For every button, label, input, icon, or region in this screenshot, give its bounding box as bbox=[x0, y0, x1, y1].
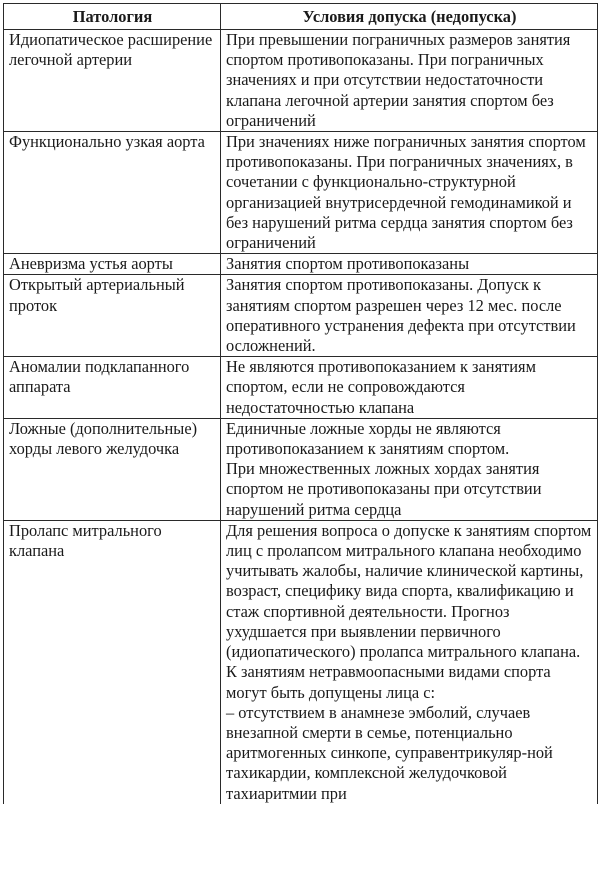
conditions-cell bbox=[221, 357, 598, 419]
table-header-row bbox=[4, 4, 598, 30]
conditions-text: – отсутствием в анамнезе эмболий, случаев внезапной смерти в семье, потенциально аритмогенных синкопе, суправентрикуляр-ной тахикардии, комплексной желудочковой тахиаритмии при bbox=[226, 702, 553, 803]
pathology-cell: Идиопатическое расширение легочной артерии bbox=[4, 30, 221, 132]
pathology-cell: Открытый артериальный проток bbox=[4, 275, 221, 357]
conditions-text: Занятия спортом противопоказаны. Допуск к занятиям спортом разрешен через 12 мес. после оперативного устранения дефекта при отсутствии осложнений. bbox=[226, 275, 576, 356]
conditions-cell bbox=[221, 418, 598, 520]
pathology-cell: Функционально узкая аорта bbox=[4, 132, 221, 254]
conditions-text: Для решения вопроса о допуске к занятиям спортом лиц с пролапсом митрального клапана необходимо учитывать жалобы, наличие клинической картины, возраст, специфику вида спорта, квалификацию и стаж спортивной деятельности. Прогноз ухудшается при выявлении первичного (идиопатического) пролапса митрального клапана. bbox=[226, 520, 592, 662]
conditions-cell bbox=[221, 254, 598, 275]
conditions-cell bbox=[221, 30, 598, 132]
pathology-cell: Ложные (дополнительные) хорды левого желудочка bbox=[4, 418, 221, 520]
conditions-text: Единичные ложные хорды не являются противопоказанием к занятиям спортом. bbox=[226, 418, 510, 459]
admission-conditions-table bbox=[3, 3, 598, 804]
table-row bbox=[4, 132, 598, 254]
table-row bbox=[4, 357, 598, 419]
header-pathology: Патология bbox=[4, 4, 221, 30]
table-row bbox=[4, 254, 598, 275]
conditions-text: При превышении пограничных размеров занятия спортом противопоказаны. При пограничных значениях и при отсутствии недостаточности клапана легочной артерии занятия спортом без ограничений bbox=[226, 30, 571, 130]
conditions-text: При значениях ниже пограничных занятия спортом противопоказаны. При пограничных значениях, в сочетании с функционально-структурной организацией внутрисердечной гемодинамикой и без нарушений ритма сердца занятия спортом без ограничений bbox=[226, 132, 586, 253]
table-row bbox=[4, 275, 598, 357]
conditions-cell bbox=[221, 275, 598, 357]
table-row bbox=[4, 520, 598, 803]
table-row bbox=[4, 418, 598, 520]
pathology-cell: Пролапс митрального клапана bbox=[4, 520, 221, 803]
conditions-cell bbox=[221, 520, 598, 803]
pathology-cell: Аномалии подклапанного аппарата bbox=[4, 357, 221, 419]
conditions-text: При множественных ложных хордах занятия спортом не противопоказаны при отсутствии нарушений ритма сердца bbox=[226, 459, 542, 519]
conditions-text: Занятия спортом противопоказаны bbox=[226, 254, 470, 274]
table-row bbox=[4, 30, 598, 132]
header-conditions: Условия допуска (недопуска) bbox=[221, 4, 598, 30]
pathology-cell: Аневризма устья аорты bbox=[4, 254, 221, 275]
conditions-text: К занятиям нетравмоопасными видами спорта могут быть допущены лица с: bbox=[226, 662, 551, 702]
conditions-text: Не являются противопоказанием к занятиям спортом, если не сопровождаются недостаточностью клапана bbox=[226, 357, 536, 417]
conditions-cell bbox=[221, 132, 598, 254]
